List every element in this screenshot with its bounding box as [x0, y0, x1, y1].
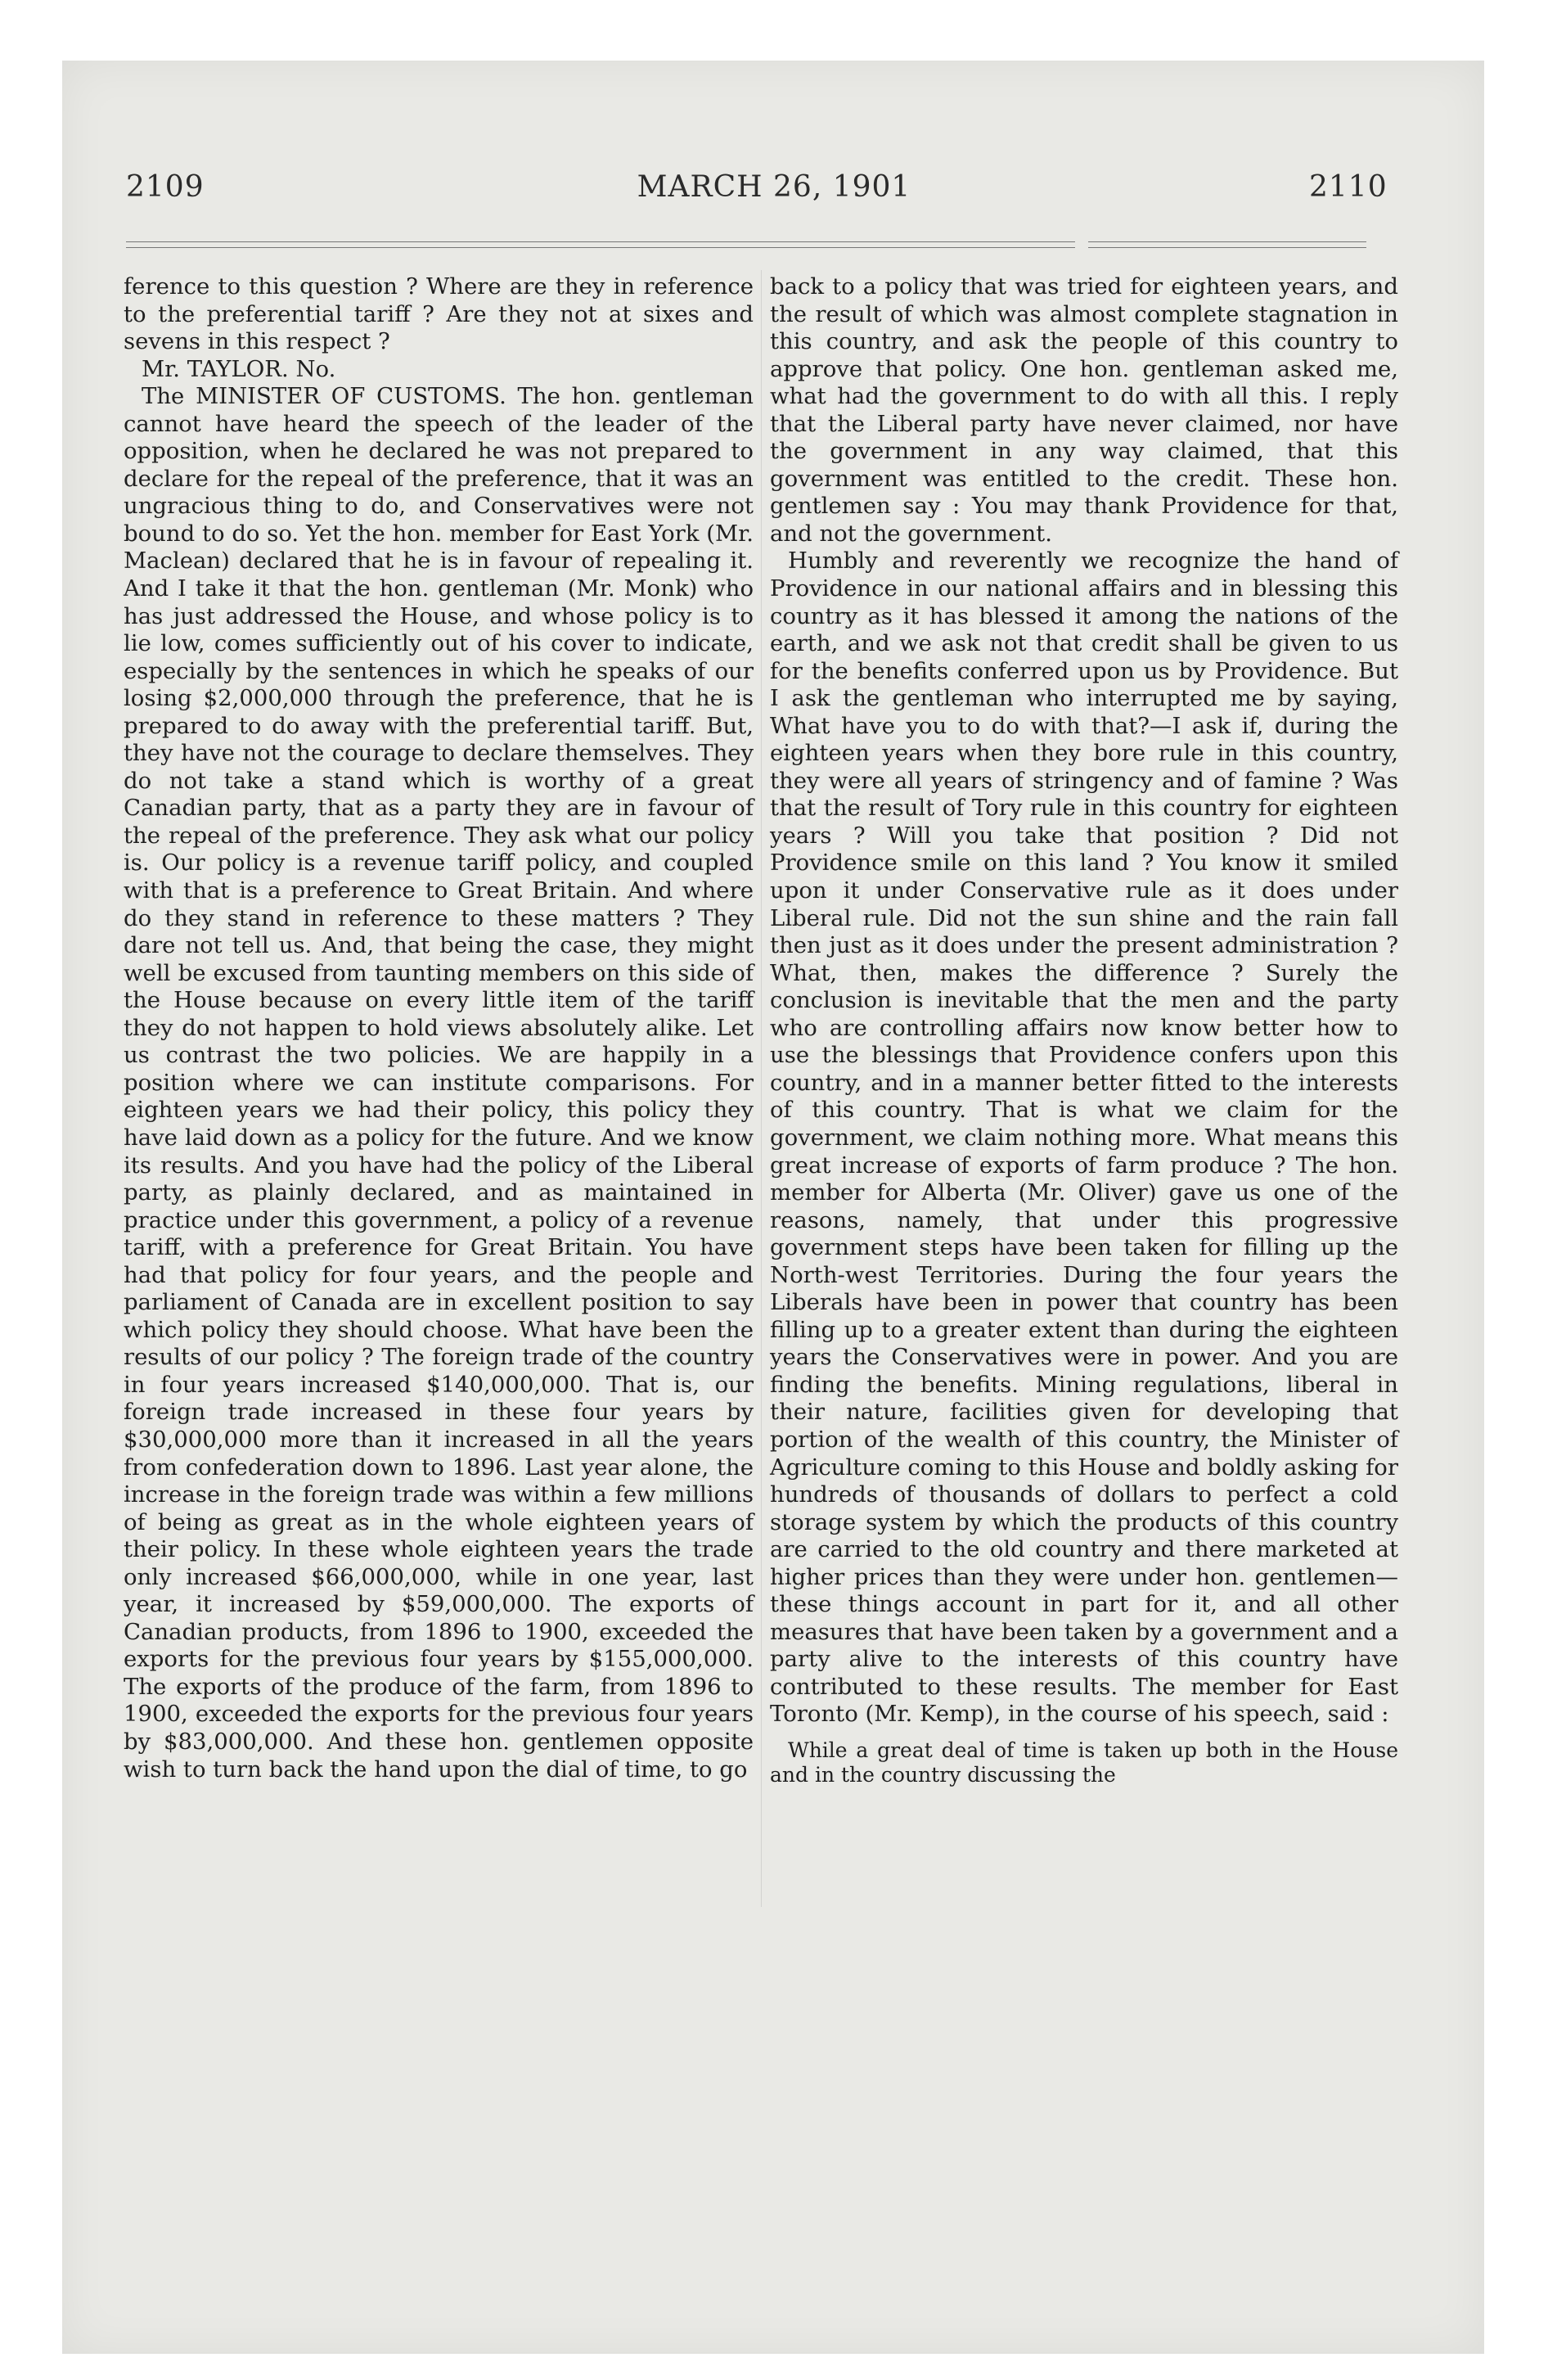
header-rule-top [126, 241, 1075, 242]
page-number-right: 2110 [1309, 170, 1388, 204]
header-rule-right-bottom [1088, 247, 1366, 248]
header-rule-right-top [1088, 241, 1366, 242]
left-column [124, 273, 754, 1783]
column-divider [761, 270, 762, 1907]
left-paragraph-2: Mr. TAYLOR. No. [142, 355, 336, 382]
page-date-heading: MARCH 26, 1901 [637, 170, 911, 204]
right-quotation: While a great deal of time is taken up both in the House and in the country discussing the [770, 1738, 1398, 1787]
right-paragraph-2: Humbly and reverently we recognize the hand of Providence in our national affairs and in blessing this country as it has blessed it among the nations of the earth, and we ask not that credit shall be given to us for the benefits conferred upon us by Providence. But I ask the gentleman who interrupted me by saying, What have you to do with that?—I ask if, during the eighteen years when they bore rule in this country, they were all years of stringency and of famine ? Was that the result of Tory rule in this country for eighteen years ? Will you take that position ? Did not Providence smile on this land ? You know it smiled upon it under Conservative rule as it does under Liberal rule. Did not the sun shine and the rain fall then just as it does under the present administration ? What, then, makes the difference ? Surely the conclusion is inevitable that the men and the party who are controlling affairs now know better how to use the blessings that Providence confers upon this country, and in a manner better fitted to the interests of this country. That is what we claim for the government, we claim nothing more. What means this great increase of exports of farm produce ? The hon. member for Alberta (Mr. Oliver) gave us one of the reasons, namely, that under this progressive government steps have been taken for filling up the North-west Territories. During the four years the Liberals have been in power that country has been filling up to a greater extent than during the eighteen years the Conservatives were in power. And you are finding the benefits. Mining regulations, liberal in their nature, facilities given for developing that portion of the wealth of this country, the Minister of Agriculture coming to this House and boldly asking for hundreds of thousands of dollars to perfect a cold storage system by which the products of this country are carried to the old country and there marketed at higher prices than they were under hon. gentlemen—these things account in part for it, and all other measures that have been taken by a government and a party alive to the interests of this country have contributed to these results. The member for East Toronto (Mr. Kemp), in the course of his speech, said : [770, 548, 1398, 1728]
header-rule-bottom [126, 247, 1075, 248]
right-paragraph-1: back to a policy that was tried for eighteen years, and the result of which was almost complete stagnation in this country, and ask the people of this country to approve that policy. One hon. gentleman asked me, what had the government to do with all this. I reply that the Liberal party have never claimed, nor have the government in any way claimed, that this government was entitled to the credit. These hon. gentlemen say : You may thank Providence for that, and not the government. [770, 273, 1398, 547]
right-column [770, 273, 1398, 1787]
left-paragraph-3: The MINISTER OF CUSTOMS. The hon. gentleman cannot have heard the speech of the leader of the opposition, when he declared he was not prepared to declare for the repeal of the preference, that it was an ungracious thing to do, and Conservatives were not bound to do so. Yet the hon. member for East York (Mr. Maclean) declared that he is in favour of repealing it. And I take it that the hon. gentleman (Mr. Monk) who has just addressed the House, and whose policy is to lie low, comes sufficiently out of his cover to indicate, especially by the sentences in which he speaks of our losing $2,000,000 through the preference, that he is prepared to do away with the preferential tariff. But, they have not the courage to declare themselves. They do not take a stand which is worthy of a great Canadian party, that as a party they are in favour of the repeal of the preference. They ask what our policy is. Our policy is a revenue tariff policy, and coupled with that is a preference to Great Britain. And where do they stand in reference to these matters ? They dare not tell us. And, that being the case, they might well be excused from taunting members on this side of the House because on every little item of the tariff they do not happen to hold views absolutely alike. Let us contrast the two policies. We are happily in a position where we can institute comparisons. For eighteen years we had their policy, this policy they have laid down as a policy for the future. And we know its results. And you have had the policy of the Liberal party, as plainly declared, and as maintained in practice under this government, a policy of a revenue tariff, with a preference for Great Britain. You have had that policy for four years, and the people and parliament of Canada are in excellent position to say which policy they should choose. What have been the results of our policy ? The foreign trade of the country in four years increased $140,000,000. That is, our foreign trade increased in these four years by $30,000,000 more than it increased in all the years from confederation down to 1896. Last year alone, the increase in the foreign trade was within a few millions of being as great as in the whole eighteen years of their policy. In these whole eighteen years the trade only increased $66,000,000, while in one year, last year, it increased by $59,000,000. The exports of Canadian products, from 1896 to 1900, exceeded the exports for the previous four years by $155,000,000. The exports of the produce of the farm, from 1896 to 1900, exceeded the exports for the previous four years by $83,000,000. And these hon. gentlemen opposite wish to turn back the hand upon the dial of time, to go [124, 383, 754, 1783]
left-paragraph-1: ference to this question ? Where are they in reference to the preferential tariff ? Are they not at sixes and sevens in this respect ? [124, 273, 754, 355]
page-number-left: 2109 [126, 170, 205, 204]
